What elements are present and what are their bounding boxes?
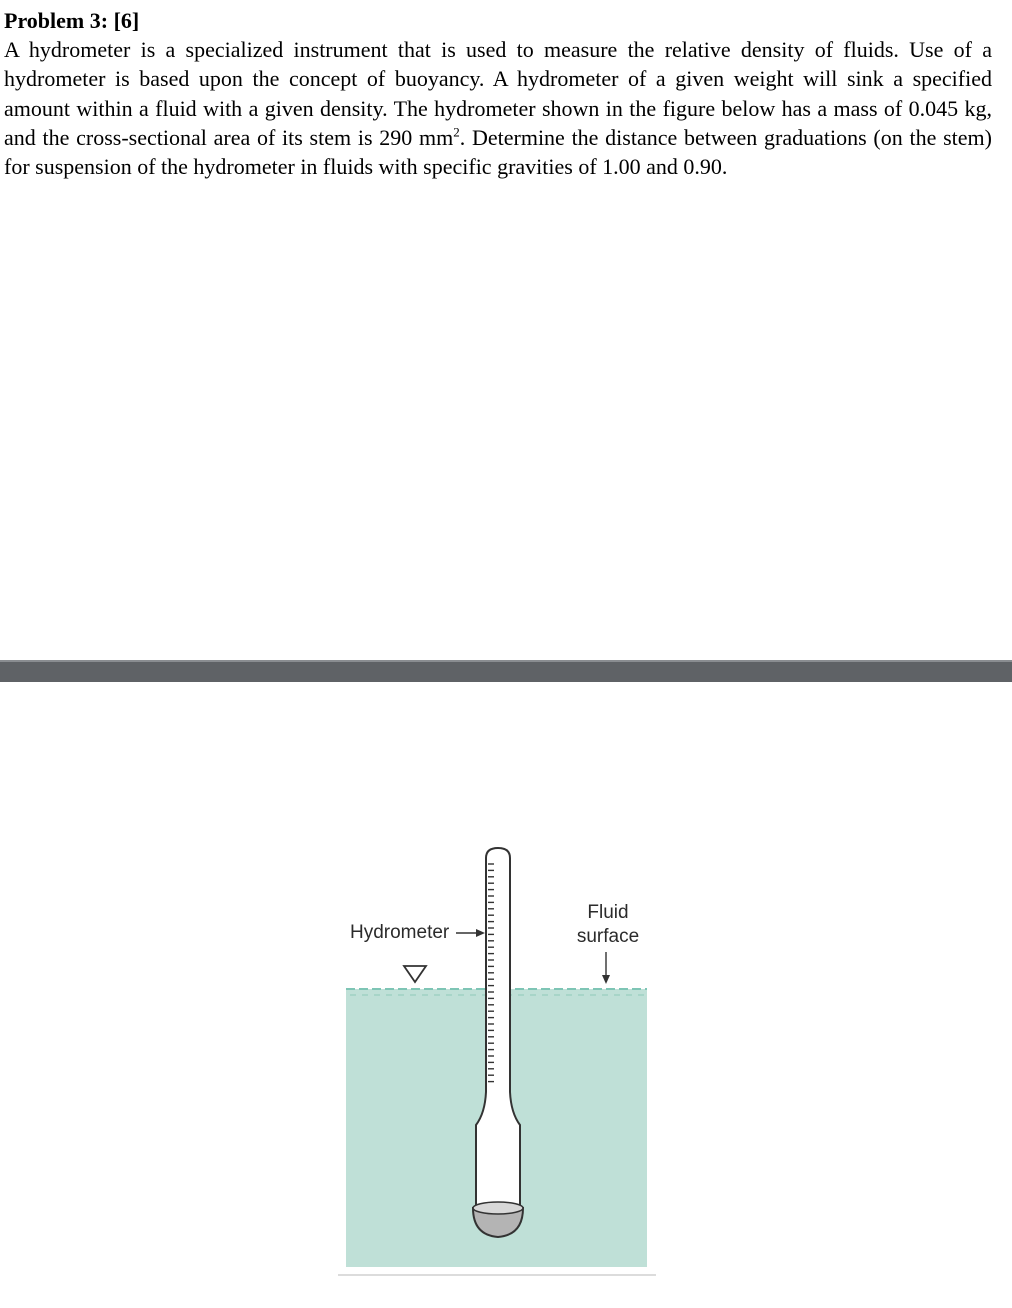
problem-statement	[4, 6, 992, 181]
hydrometer-figure	[330, 830, 670, 1280]
problem-title: Problem 3: [6]	[4, 8, 140, 33]
problem-body-text-end: . Determine the distance between graduations (on the stem) for suspension of the hydrometer in fluids with specific gravities of 1.00 and 0.90.	[4, 124, 992, 180]
fluid-label-line1: Fluid	[587, 902, 629, 923]
hydrometer-arrowhead-icon	[476, 929, 485, 937]
page-divider-bar	[0, 660, 1012, 682]
hydrometer-bulb-rim	[473, 1202, 523, 1214]
unit-superscript: 2	[453, 124, 460, 140]
problem-body	[4, 35, 992, 181]
fluid-surface-label	[568, 901, 648, 949]
problem-body-text: A hydrometer is a specialized instrument that is used to measure the relative density of fluids. Use of a hydrometer is based upon the concept of buoyancy. A hydrometer of a given weight will sink a specified amount within a fluid with a given density. The hydrometer shown in the figure below has a mass of 0.045 kg, and the cross-sectional area of its stem is 290 mm	[4, 37, 992, 150]
stem-graduations	[488, 864, 494, 1082]
hydrometer-label: Hydrometer	[350, 922, 450, 943]
free-surface-triangle-icon	[404, 966, 426, 982]
hydrometer-diagram	[330, 830, 670, 1280]
fluid-label-line2: surface	[576, 926, 640, 947]
fluid-surface-arrowhead-icon	[602, 975, 610, 984]
